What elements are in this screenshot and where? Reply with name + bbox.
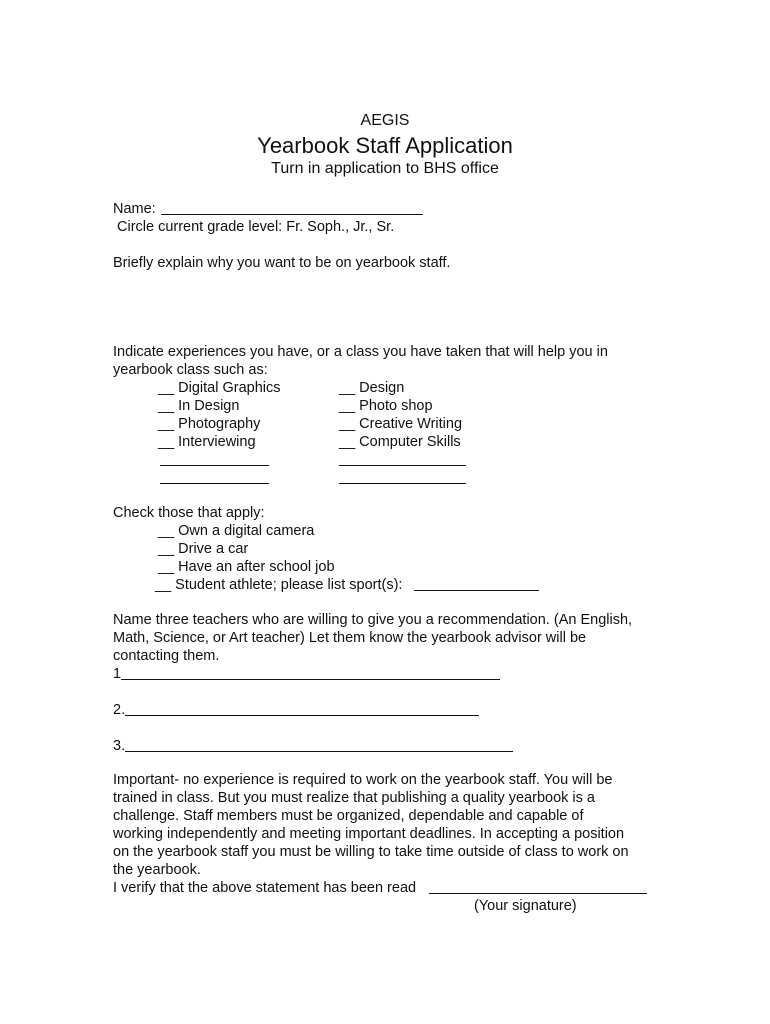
exp-digital-graphics: __ Digital Graphics (158, 380, 281, 396)
teacher-field-3[interactable] (125, 751, 513, 752)
teachers-intro-1: Name three teachers who are willing to give you a recommendation. (An English, (113, 612, 633, 628)
name-label: Name: (113, 201, 156, 217)
teacher-number-2: 2. (113, 702, 126, 718)
exp-blank-line[interactable] (160, 465, 269, 466)
experience-intro-1: Indicate experiences you have, or a class you have taken that will help you in (113, 344, 608, 360)
exp-in-design: __ In Design (158, 398, 240, 414)
signature-caption: (Your signature) (474, 898, 577, 914)
exp-blank-line[interactable] (160, 483, 269, 484)
teachers-intro-3: contacting them. (113, 648, 220, 664)
exp-blank-line[interactable] (339, 465, 466, 466)
check-student-athlete: __ Student athlete; please list sport(s): (155, 577, 403, 593)
exp-photo-shop: __ Photo shop (339, 398, 433, 414)
signature-field-line[interactable] (429, 893, 647, 894)
why-prompt: Briefly explain why you want to be on yearbook staff. (113, 255, 451, 271)
page-title: Yearbook Staff Application (257, 133, 513, 158)
grade-level-line: Circle current grade level: Fr. Soph., Jr., Sr. (117, 219, 395, 235)
teachers-intro-2: Math, Science, or Art teacher) Let them know the yearbook advisor will be (113, 630, 587, 646)
name-field-line[interactable] (161, 214, 423, 215)
exp-photography: __ Photography (158, 416, 261, 432)
checks-heading: Check those that apply: (113, 505, 265, 521)
important-line: trained in class. But you must realize that publishing a quality yearbook is a (113, 790, 595, 806)
exp-creative-writing: __ Creative Writing (339, 416, 463, 432)
important-line: the yearbook. (113, 862, 201, 878)
exp-design: __ Design (339, 380, 405, 396)
verify-statement: I verify that the above statement has been read (113, 880, 417, 896)
important-line: working independently and meeting important deadlines. In accepting a position (113, 826, 625, 842)
important-line: Important- no experience is required to work on the yearbook staff. You will be (113, 772, 613, 788)
check-after-school-job: __ Have an after school job (158, 559, 335, 575)
exp-blank-line[interactable] (339, 483, 466, 484)
important-line: challenge. Staff members must be organized, dependable and capable of (113, 808, 584, 824)
check-drive-car: __ Drive a car (158, 541, 249, 557)
teacher-number-3: 3. (113, 738, 126, 754)
org-name: AEGIS (360, 112, 410, 129)
teacher-number-1: 1 (113, 666, 122, 682)
exp-interviewing: __ Interviewing (158, 434, 256, 450)
teacher-field-2[interactable] (125, 715, 479, 716)
page-subtitle: Turn in application to BHS office (271, 160, 499, 177)
check-own-camera: __ Own a digital camera (158, 523, 315, 539)
sports-field-line[interactable] (414, 590, 539, 591)
experience-intro-2: yearbook class such as: (113, 362, 268, 378)
important-line: on the yearbook staff you must be willing to take time outside of class to work on (113, 844, 629, 860)
exp-computer-skills: __ Computer Skills (339, 434, 461, 450)
teacher-field-1[interactable] (121, 679, 500, 680)
